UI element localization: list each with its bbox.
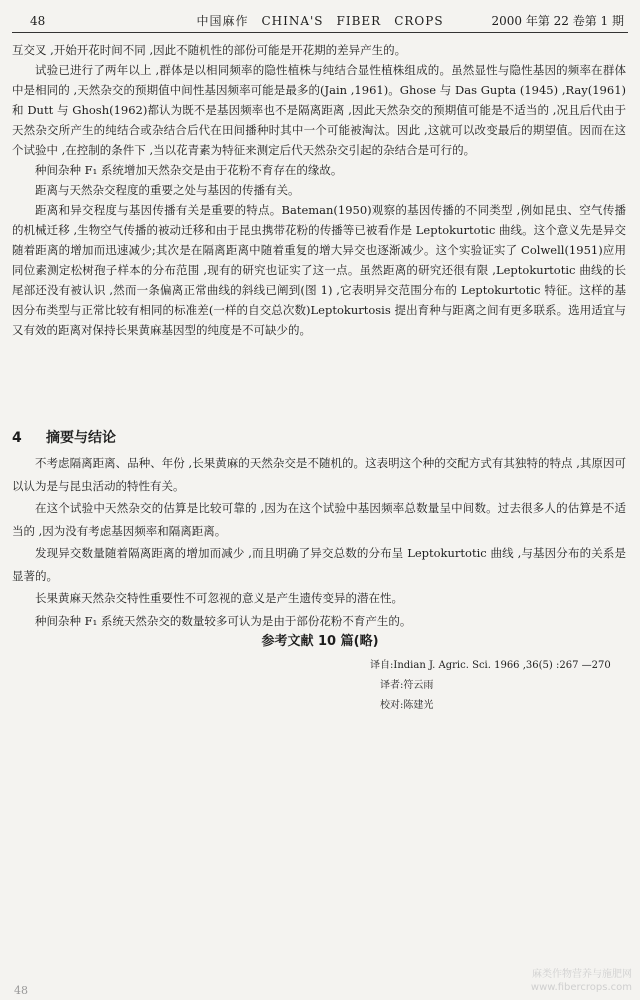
paragraph: 试验已进行了两年以上 ,群体是以相同频率的隐性植株与纯结合显性植株组成的。虽然显性与隐性基因的频率在群体中是相同的 ,天然杂交的预期值中间性基因频率可能是最多的(Jain ,1961)。Ghose 与 Das Gupta (1945) ,Ray(1961)和 Dutt 与 Ghosh(1962)都认为既不是基因频率也不是隔离距离 ,因此天然杂交的预期值可能是不适当的 ,况且后代由于天然杂交所产生的纯结合或杂结合后代在田间播种时其中一个可能被淘汰。因此 ,这就可以改变最后的期望值。因而在这个试验中 ,在控制的条件下 ,当以花青素为特征来测定后代天然杂交引起的杂结合是可行的。 [12, 63, 626, 157]
section-number: 4 [12, 430, 22, 446]
volume-issue: 2000 年第 22 卷第 1 期 [491, 14, 624, 28]
footer-page-number: 48 [14, 984, 28, 997]
page-number: 48 [30, 14, 46, 28]
translator-credit: 译者:符云雨 [380, 680, 434, 691]
source-citation: 译自:Indian J. Agric. Sci. 1966 ,36(5) :267 —270 [370, 660, 611, 671]
paragraph: 种间杂种 F₁ 系统天然杂交的数量较多可认为是由于部份花粉不育产生的。 [35, 613, 412, 628]
journal-title: 中国麻作 CHINA'S FIBER CROPS [196, 14, 444, 28]
running-header [12, 10, 628, 32]
reviewer-credit: 校对:陈建光 [380, 700, 434, 711]
body-text-summary [12, 452, 626, 632]
paragraph: 在这个试验中天然杂交的估算是比较可靠的 ,因为在这个试验中基因频率总数量呈中间数。过去很多人的估算是不适当的 ,因为没有考虑基因频率和隔离距离。 [12, 501, 626, 538]
header-rule [12, 32, 628, 33]
translation-credits [370, 656, 611, 716]
paragraph: 发现异交数量随着隔离距离的增加而减少 ,而且明确了异交总数的分布呈 Leptokurtotic 曲线 ,与基因分布的关系是显著的。 [12, 546, 626, 583]
site-watermark [531, 968, 632, 994]
paragraph: 距离与天然杂交程度的重要之处与基因的传播有关。 [35, 183, 300, 197]
section-title: 摘要与结论 [46, 430, 116, 446]
paragraph: 距离和异交程度与基因传播有关是重要的特点。Bateman(1950)观察的基因传播的不同类型 ,例如昆虫、空气传播的机械迁移 ,生物空气传播的被动迁移和由于昆虫携带花粉的传播等已被看作是 Leptokurtotic 曲线。这个意义先是异交随着距离的增加而迅速减少;其次是在隔离距离中随着重复的增大异交也逐渐减少。这个实验证实了 Colwell(1951)应用同位素测定松树孢子样本的分布范围 ,现有的研究也证实了这一点。虽然距离的研究还很有限 ,Leptokurtotic 曲线的长尾部还没有被认识 ,然而一条偏离正常曲线的斜线已阐到(图 1) ,它表明异交范围分布的 Leptokurtotic 特征。这样的基因分布类型与正常比较有相同的标准差(一样的自交总次数)Leptokurtosis 提出育种与距离之间有更多联系。选用适宜与又有效的距离对保持长果黄麻基因型的纯度是不可缺少的。 [12, 203, 626, 337]
section-heading [12, 427, 116, 447]
paragraph: 长果黄麻天然杂交特性重要性不可忽视的意义是产生遗传变异的潜在性。 [35, 591, 403, 605]
references-heading: 参考文献 10 篇(略) [261, 634, 379, 649]
watermark-line: 麻类作物营养与施肥网 [532, 969, 632, 980]
paragraph: 种间杂种 F₁ 系统增加天然杂交是由于花粉不育存在的缘故。 [35, 163, 343, 177]
paragraph: 互交叉 ,开始开花时间不同 ,因此不随机性的部份可能是开花期的差异产生的。 [12, 43, 407, 57]
paragraph: 不考虑隔离距离、品种、年份 ,长果黄麻的天然杂交是不随机的。这表明这个种的交配方式有其独特的特点 ,其原因可以认为是与昆虫活动的特性有关。 [12, 456, 626, 493]
watermark-url: www.fibercrops.com [530, 982, 632, 993]
body-text-top [12, 40, 626, 340]
